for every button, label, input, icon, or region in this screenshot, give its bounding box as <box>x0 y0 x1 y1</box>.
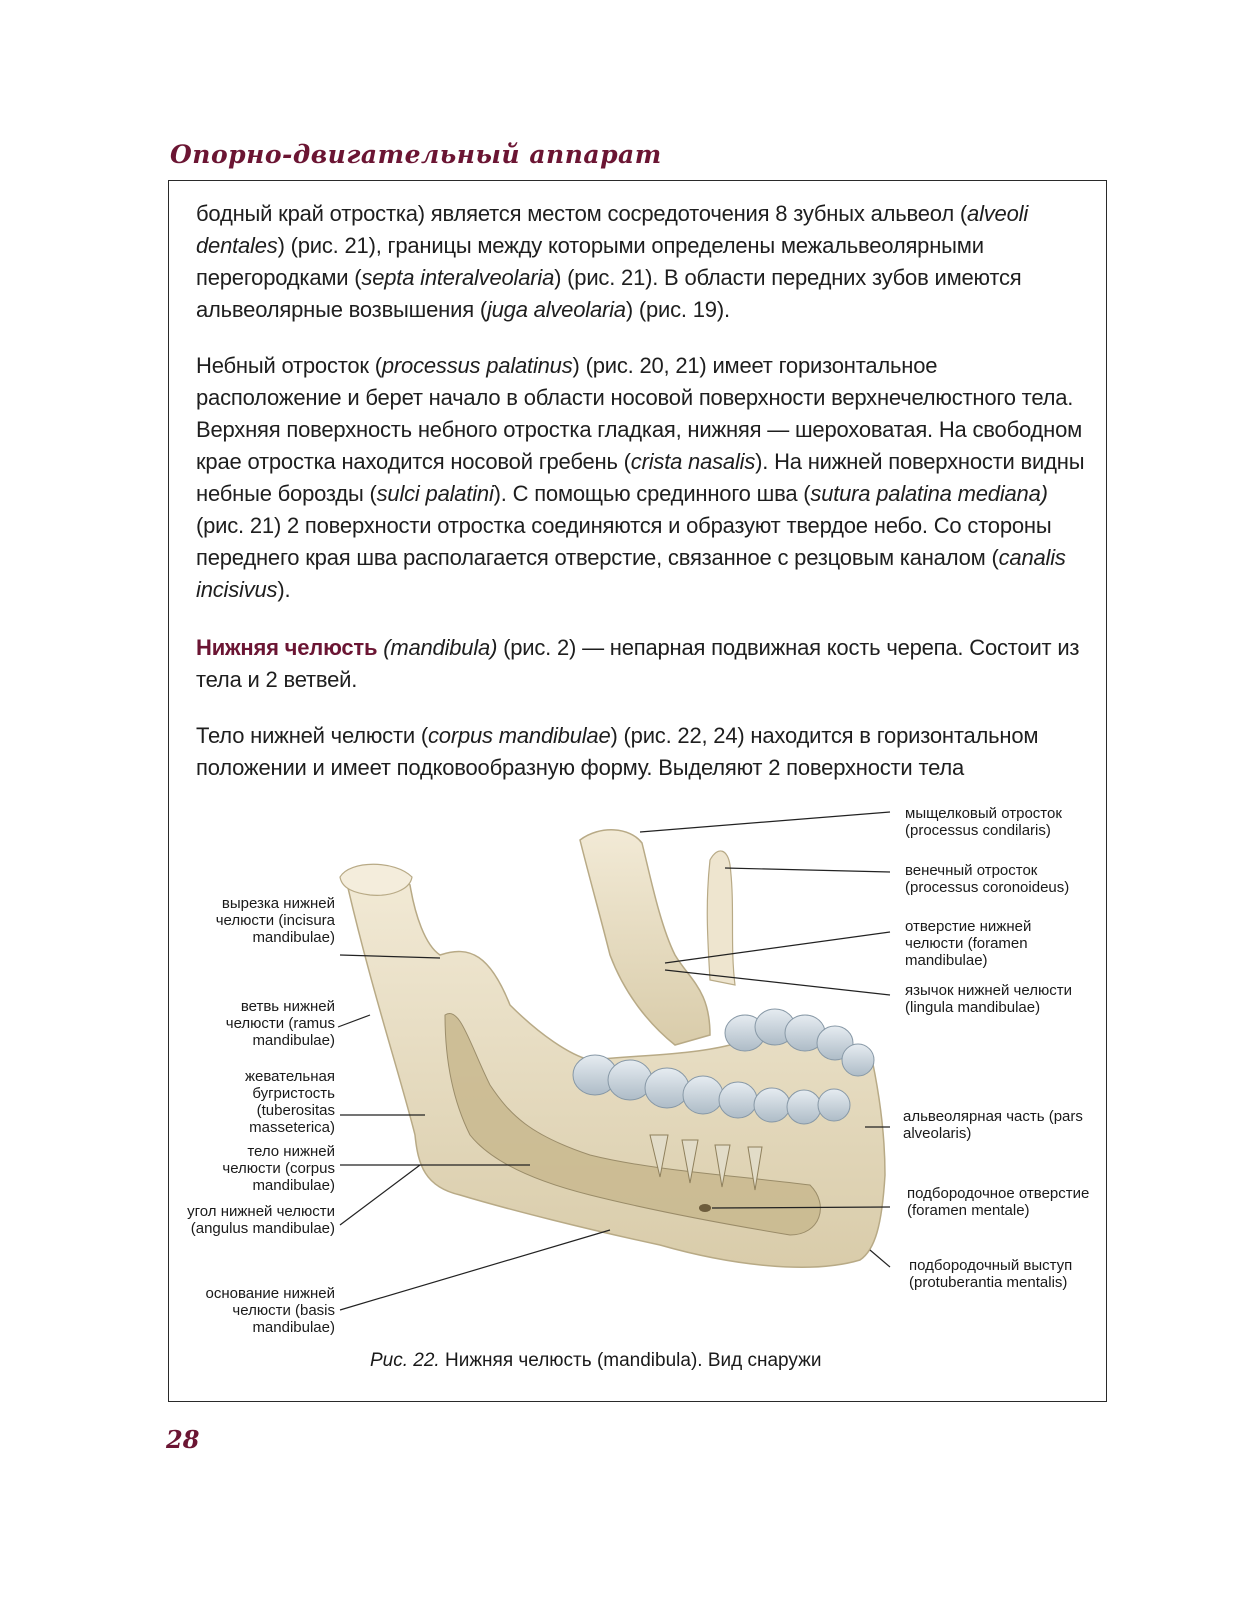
text-run: ). С помощью срединного шва ( <box>493 481 811 506</box>
latin-term: (mandibula) <box>377 635 498 660</box>
paragraph-4 <box>196 720 1086 784</box>
text-run: ) (рис. 21), границы между которыми определены межальвеолярными перегородками ( <box>196 233 984 290</box>
label-foramen-mentale: подбородочное отверстие (foramen mentale) <box>907 1185 1090 1219</box>
latin-term: corpus mandibulae <box>428 723 611 748</box>
text-run: ) (рис. 20, 21) имеет горизонтальное расположение и берет начало в области носовой поверхности верхнечелюстного тела. Верхняя поверхность небного отростка гладкая, нижняя — шероховатая. На свободном крае отростка находится носовой гребень ( <box>196 353 1083 474</box>
label-alveolar: альвеолярная часть (pars alveolaris) <box>903 1108 1083 1142</box>
latin-term: juga alveolaria <box>486 297 626 322</box>
text-run: ). На нижней поверхности видны небные борозды ( <box>196 449 1085 506</box>
paragraph-3 <box>196 632 1086 696</box>
label-lingula: язычок нижней челюсти (lingula mandibulae) <box>905 982 1072 1016</box>
label-ramus: ветвь нижней челюсти (ramus mandibulae) <box>225 998 335 1049</box>
latin-term: crista nasalis <box>630 449 756 474</box>
mandible-ramus-far <box>580 830 710 1045</box>
text-run: Небный отросток ( <box>196 353 382 378</box>
figure-caption <box>370 1350 821 1372</box>
label-corpus: тело нижней челюсти (corpus mandibulae) <box>222 1143 335 1194</box>
paragraph-1 <box>196 198 1086 326</box>
text-run: бодный край отростка) является местом сосредоточения 8 зубных альвеол ( <box>196 201 968 226</box>
text-run: (рис. 21) 2 поверхности отростка соединяются и образуют твердое небо. Со стороны переднего края шва располагается отверстие, связанное с резцовым каналом ( <box>196 513 1052 570</box>
text-run: Тело нижней челюсти ( <box>196 723 428 748</box>
text-run: (рис. 2) — непарная подвижная кость черепа. Состоит из тела и 2 ветвей. <box>196 635 1080 692</box>
label-foramen-mandibulae: отверстие нижней челюсти (foramen mandibulae) <box>905 918 1032 969</box>
text-run: ). <box>277 577 291 602</box>
paragraph-2 <box>196 350 1086 606</box>
text-run: ) (рис. 22, 24) находится в горизонтальном положении и имеет подковообразную форму. Выделяют 2 поверхности тела <box>196 723 1039 780</box>
caption-text: Нижняя челюсть (mandibula). Вид снаружи <box>439 1350 822 1371</box>
latin-term: alveoli dentales <box>196 201 1029 258</box>
latin-term: sutura palatina mediana) <box>810 481 1048 506</box>
text-run: ) (рис. 21). В области передних зубов имеются альвеолярные возвышения ( <box>196 265 1022 322</box>
coronoid-process <box>707 851 735 985</box>
text-run: ) (рис. 19). <box>625 297 730 322</box>
page-number: 28 <box>166 1425 200 1454</box>
term-heading: Нижняя челюсть <box>196 635 378 660</box>
mental-foramen <box>699 1204 711 1212</box>
label-incisura: вырезка нижней челюсти (incisura mandibulae) <box>215 895 335 946</box>
label-protuberantia: подбородочный выступ (protuberantia mentalis) <box>909 1257 1073 1291</box>
condyle-near <box>340 864 412 895</box>
latin-term: septa interalveolaria <box>361 265 555 290</box>
label-condylar: мыщелковый отросток (processus condilaris) <box>905 805 1062 839</box>
latin-term: canalis incisivus <box>196 545 1066 602</box>
label-coronoid: венечный отросток (processus coronoideus) <box>905 862 1070 896</box>
running-title: Опорно-двигательный аппарат <box>170 140 662 169</box>
label-tuberositas: жевательная бугристость (tuberositas masseterica) <box>244 1068 335 1136</box>
figure-number: Рис. 22. <box>370 1350 440 1371</box>
latin-term: processus palatinus <box>381 353 573 378</box>
latin-term: sulci palatini <box>376 481 494 506</box>
label-basis: основание нижней челюсти (basis mandibulae) <box>205 1285 335 1336</box>
label-angulus: угол нижней челюсти (angulus mandibulae) <box>187 1203 335 1237</box>
